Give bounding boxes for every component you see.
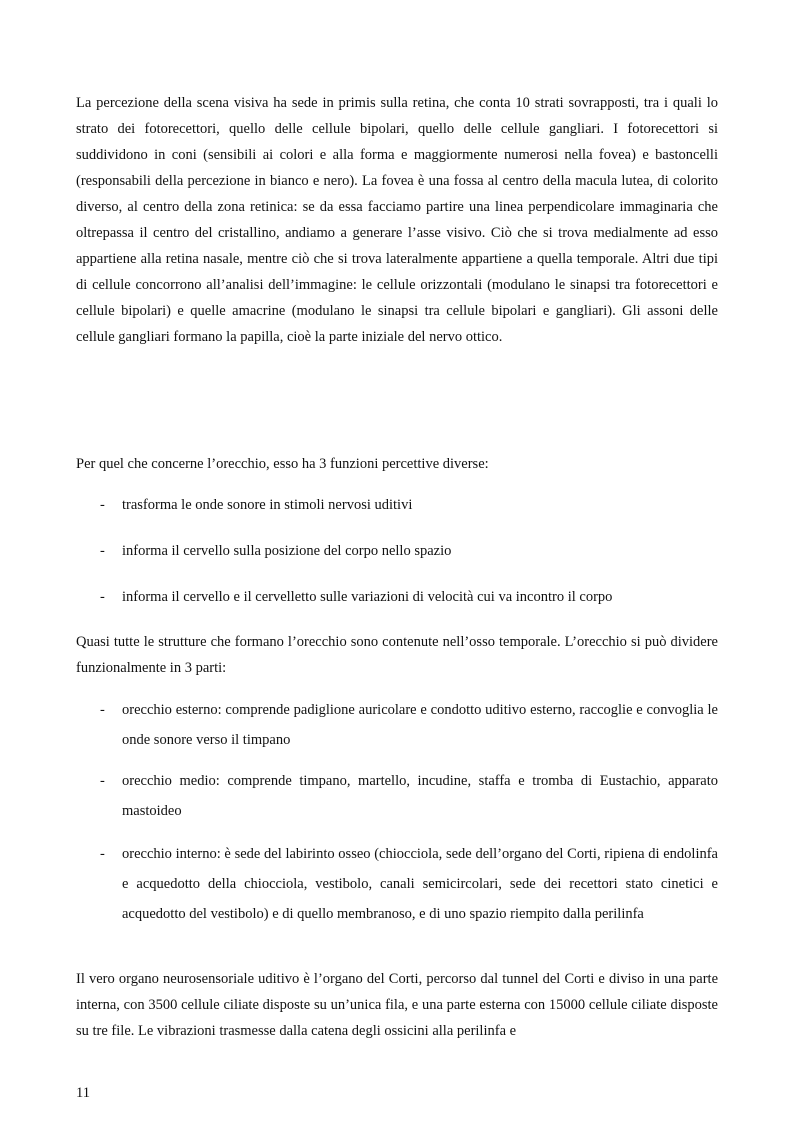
list-item-text: orecchio medio: comprende timpano, martello, incudine, staffa e tromba di Eustachio, apparato mastoideo bbox=[122, 773, 718, 819]
list-item-text: trasforma le onde sonore in stimoli nervosi uditivi bbox=[122, 497, 413, 513]
bullet-dash: - bbox=[100, 773, 105, 789]
bullet-dash: - bbox=[100, 702, 105, 718]
bullet-dash: - bbox=[100, 497, 105, 513]
page-number: 11 bbox=[76, 1085, 90, 1101]
list-item-text: orecchio interno: è sede del labirinto osseo (chiocciola, sede dell’organo del Corti, ripiena di endolinfa e acquedotto della chiocciola, vestibolo, canali semicircolari, sede dei recettori stato cinetici e acquedotto del vestibolo) e di quello membranoso, e di uno spazio riempito dalla perilinfa bbox=[122, 846, 718, 922]
paragraph-corti: Il vero organo neurosensoriale uditivo è l’organo del Corti, percorso dal tunnel del Corti e diviso in una parte interna, con 3500 cellule ciliate disposte su un’unica fila, e una parte esterna con 15000 cellule ciliate disposte su tre file. Le vibrazioni trasmesse dalla catena degli ossicini alla perilinfa e bbox=[76, 971, 718, 1039]
list-item-text: orecchio esterno: comprende padiglione auricolare e condotto uditivo esterno, raccoglie e convoglia le onde sonore verso il timpano bbox=[122, 702, 718, 748]
bullet-dash: - bbox=[100, 846, 105, 862]
list-item-text: informa il cervello sulla posizione del corpo nello spazio bbox=[122, 543, 452, 559]
paragraph-ear-intro: Per quel che concerne l’orecchio, esso ha 3 funzioni percettive diverse: bbox=[76, 456, 489, 472]
bullet-dash: - bbox=[100, 543, 105, 559]
bullet-dash: - bbox=[100, 589, 105, 605]
paragraph-retina: La percezione della scena visiva ha sede in primis sulla retina, che conta 10 strati sovrapposti, tra i quali lo strato dei fotorecettori, quello delle cellule bipolari, quello delle cellule gangliari. I fotorecettori si suddividono in coni (sensibili ai colori e alla forma e maggiormente numerosi nella fovea) e bastoncelli (responsabili della percezione in bianco e nero). La fovea è una fossa al centro della macula lutea, di colorito diverso, al centro della zona retinica: se da essa facciamo partire una linea perpendicolare immaginaria che oltrepassa il centro del cristallino, andiamo a generare l’asse visivo. Ciò che si trova medialmente ad esso appartiene alla retina nasale, mentre ciò che si trova lateralmente appartiene a quella temporale. Altri due tipi di cellule concorrono all’analisi dell’immagine: le cellule orizzontali (modulano le sinapsi tra fotorecettori e cellule bipolari) e quelle amacrine (modulano le sinapsi tra cellule bipolari e gangliari). Gli assoni delle cellule gangliari formano la papilla, cioè la parte iniziale del nervo ottico. bbox=[76, 95, 718, 345]
list-item-text: informa il cervello e il cervelletto sulle variazioni di velocità cui va incontro il corpo bbox=[122, 589, 613, 605]
paragraph-ear-structures: Quasi tutte le strutture che formano l’orecchio sono contenute nell’osso temporale. L’orecchio si può dividere funzionalmente in 3 parti: bbox=[76, 634, 718, 676]
